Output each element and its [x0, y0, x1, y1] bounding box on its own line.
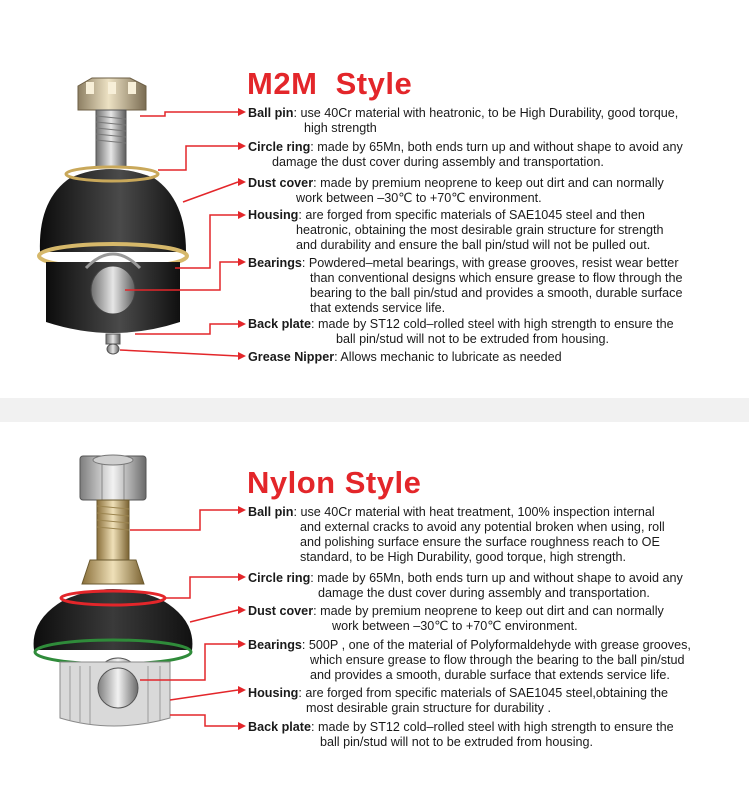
nylon-bearings-label: Bearings	[248, 638, 302, 652]
m2m-grease-nipper-label: Grease Nipper	[248, 350, 335, 364]
m2m-housing-label: Housing	[248, 208, 299, 222]
m2m-bearings-line-4: that extends service life.	[310, 301, 446, 315]
m2m-circle-ring-line-2: damage the dust cover during assembly and transportation.	[272, 155, 604, 169]
nylon-housing-text: : are forged from specific materials of SAE1045 steel,obtaining the	[298, 686, 668, 700]
m2m-dust-cover-text: : made by premium neoprene to keep out dirt and can normally	[313, 176, 664, 190]
nylon-ball-pin-text: : use 40Cr material with heat treatment, 100% inspection internal	[293, 505, 655, 519]
nylon-entry-housing	[248, 686, 668, 716]
nylon-title: Nylon Style	[247, 465, 422, 500]
m2m-ball-pin-label: Ball pin	[248, 106, 294, 120]
m2m-housing-line-3: and durability and ensure the ball pin/stud will not be pulled out.	[296, 238, 651, 252]
m2m-housing-text: : are forged from specific materials of SAE1045 steel and then	[298, 208, 645, 222]
m2m-ball-pin-line-2: high strength	[304, 121, 377, 135]
nylon-ball-pin-line-4: standard, to be High Durability, good torque, high strength.	[300, 550, 627, 564]
nylon-entry-circle-ring	[248, 571, 683, 601]
m2m-bearings-line-2: than conventional designs which ensure grease to flow through the	[310, 271, 683, 285]
m2m-housing-line-2: heatronic, obtaining the most desirable grain structure for strength	[296, 223, 664, 237]
nylon-ball-pin-line-2: and external cracks to avoid any potential broken when using, roll	[300, 520, 665, 534]
m2m-dust-cover-line-2: work between –30℃ to +70℃ environment.	[296, 191, 542, 205]
m2m-ball-pin-text: : use 40Cr material with heatronic, to be High Durability, good torque,	[293, 106, 679, 120]
m2m-grease-nipper-text: : Allows mechanic to lubricate as needed	[334, 350, 562, 364]
nylon-back-plate-line-2: ball pin/stud will not to be extruded from housing.	[320, 735, 594, 749]
nylon-housing-label: Housing	[248, 686, 299, 700]
m2m-back-plate-text: : made by ST12 cold–rolled steel with high strength to ensure the	[311, 317, 674, 331]
m2m-title: M2M Style	[247, 66, 413, 101]
m2m-bearings-line-3: bearing to the ball pin/stud and provides a smooth, durable surface	[310, 286, 683, 300]
nylon-ball-pin-label: Ball pin	[248, 505, 294, 519]
m2m-circle-ring-label: Circle ring	[248, 140, 311, 154]
m2m-back-plate-line-2: ball pin/stud will not to be extruded from housing.	[336, 332, 610, 346]
m2m-dust-cover-label: Dust cover	[248, 176, 314, 190]
nylon-housing-line-2: most desirable grain structure for durability .	[306, 701, 551, 715]
nylon-bearings-line-3: and provides a smooth, durable surface that extends service life.	[310, 668, 670, 682]
nylon-entry-bearings	[248, 638, 691, 683]
nylon-bearings-line-2: which ensure grease to flow through the bearing to the ball pin/stud	[310, 653, 685, 667]
nylon-circle-ring-text: : made by 65Mn, both ends turn up and without shape to avoid any	[310, 571, 683, 585]
nylon-entry-ball-pin	[248, 505, 665, 565]
m2m-bearings-label: Bearings	[248, 256, 302, 270]
m2m-back-plate-label: Back plate	[248, 317, 311, 331]
nylon-ball-pin-line-3: and polishing surface ensure the surface roughness reach to OE	[300, 535, 660, 549]
nylon-circle-ring-label: Circle ring	[248, 571, 311, 585]
m2m-circle-ring-text: : made by 65Mn, both ends turn up and without shape to avoid any	[310, 140, 683, 154]
nylon-back-plate-label: Back plate	[248, 720, 311, 734]
m2m-bearings-text: : Powdered–metal bearings, with grease grooves, resist wear better	[301, 256, 679, 270]
nylon-entry-dust-cover	[248, 604, 664, 634]
nylon-dust-cover-label: Dust cover	[248, 604, 314, 618]
nylon-dust-cover-text: : made by premium neoprene to keep out dirt and can normally	[313, 604, 664, 618]
nylon-back-plate-text: : made by ST12 cold–rolled steel with high strength to ensure the	[311, 720, 674, 734]
nylon-bearings-text: : 500P , one of the material of Polyformaldehyde with grease grooves,	[301, 638, 691, 652]
nylon-ball-joint-image	[34, 455, 193, 726]
nylon-entry-back-plate	[248, 720, 674, 750]
nylon-circle-ring-line-2: damage the dust cover during assembly and transportation.	[318, 586, 650, 600]
nylon-dust-cover-line-2: work between –30℃ to +70℃ environment.	[332, 619, 578, 633]
